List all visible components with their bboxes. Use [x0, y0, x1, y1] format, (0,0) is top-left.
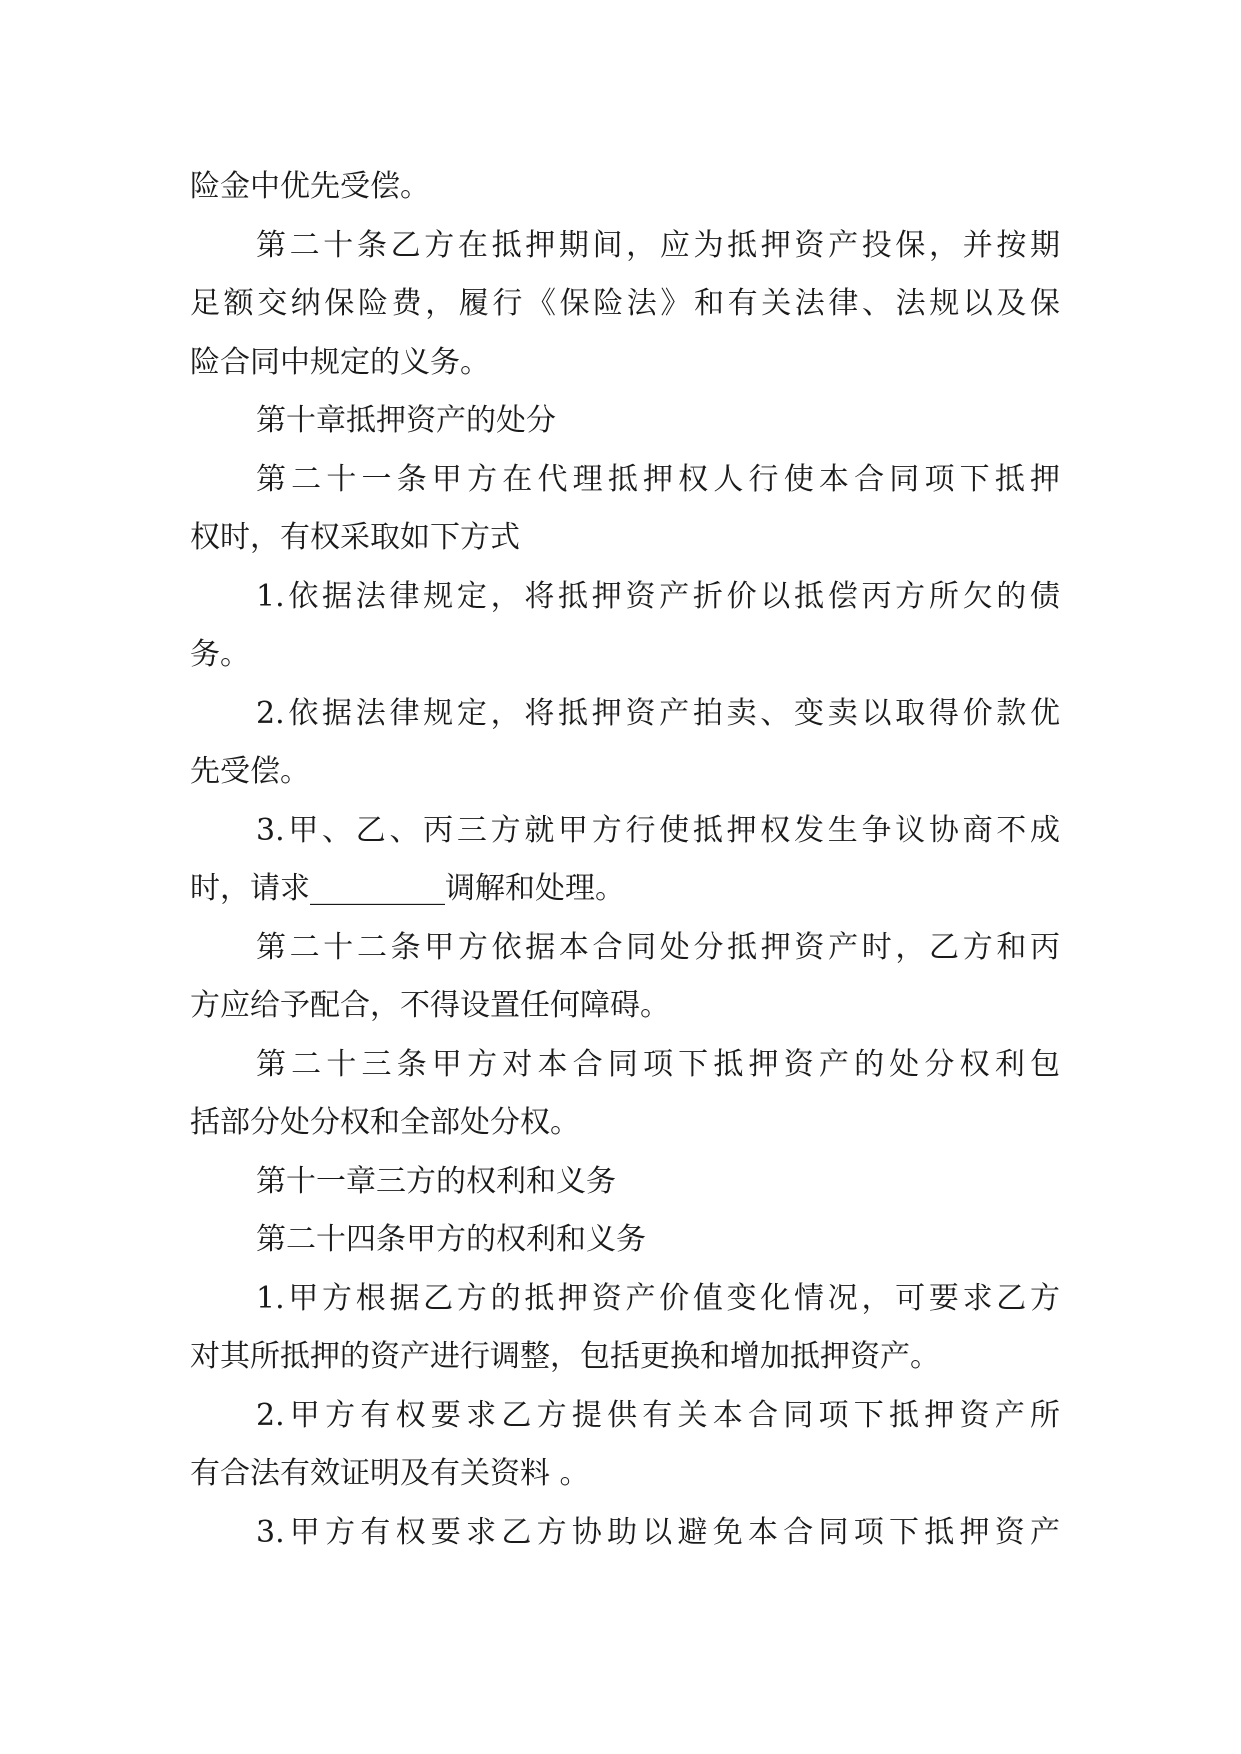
text-line: 1.甲方根据乙方的抵押资产价值变化情况，可要求乙方 — [256, 1280, 1060, 1316]
text-line: 2.依据法律规定，将抵押资产拍卖、变卖以取得价款优 — [256, 695, 1060, 731]
text-line: 权时，有权采取如下方式 — [190, 520, 520, 555]
document-body — [190, 158, 1060, 1562]
text-line: 第十一章三方的权利和义务 — [256, 1163, 616, 1199]
text-line: 3.甲、乙、丙三方就甲方行使抵押权发生争议协商不成 — [256, 812, 1060, 848]
text-line: 足额交纳保险费，履行《保险法》和有关法律、法规以及保 — [190, 286, 1060, 321]
text-line: 第二十二条甲方依据本合同处分抵押资产时，乙方和丙 — [256, 929, 1060, 965]
text-line: 务。 — [190, 637, 250, 672]
text-line: 先受偿。 — [190, 754, 310, 789]
text-line: 险金中优先受偿。 — [190, 169, 430, 204]
text-line: 3.甲方有权要求乙方协助以避免本合同项下抵押资产 — [256, 1514, 1060, 1550]
text-line: 1.依据法律规定，将抵押资产折价以抵偿丙方所欠的债 — [256, 578, 1060, 614]
text-line: 方应给予配合，不得设置任何障碍。 — [190, 988, 670, 1023]
text-line: 对其所抵押的资产进行调整，包括更换和增加抵押资产。 — [190, 1339, 940, 1374]
text-line: 第二十四条甲方的权利和义务 — [256, 1222, 646, 1257]
text-line: 有合法有效证明及有关资料 。 — [190, 1456, 590, 1491]
text-line: 第二十条乙方在抵押期间，应为抵押资产投保，并按期 — [256, 227, 1060, 263]
text-line: 括部分处分权和全部处分权。 — [190, 1105, 580, 1140]
text-line: 时，请求_________调解和处理。 — [190, 871, 625, 906]
text-line: 2.甲方有权要求乙方提供有关本合同项下抵押资产所 — [256, 1397, 1060, 1433]
text-line: 第十章抵押资产的处分 — [256, 403, 556, 438]
text-line: 第二十一条甲方在代理抵押权人行使本合同项下抵押 — [256, 461, 1060, 497]
text-line: 险合同中规定的义务。 — [190, 344, 490, 380]
text-line: 第二十三条甲方对本合同项下抵押资产的处分权利包 — [256, 1046, 1060, 1082]
